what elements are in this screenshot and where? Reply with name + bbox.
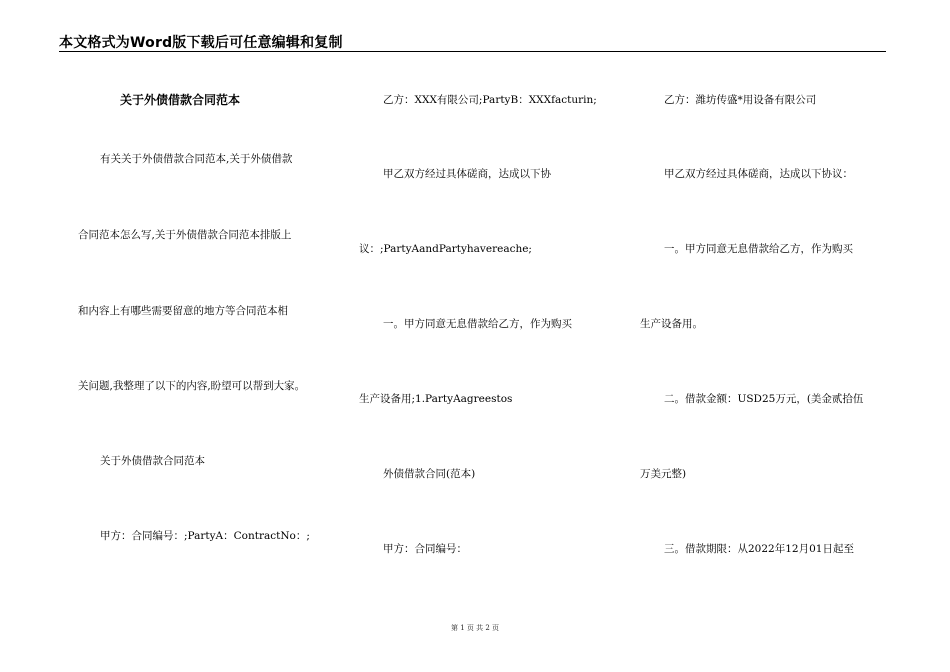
column-2-line: 乙方：XXX有限公司;PartyB：XXXfacturin; xyxy=(383,94,597,106)
column-1-line: 有关关于外债借款合同范本,关于外债借款 xyxy=(100,153,293,165)
column-3-line: 万美元整) xyxy=(640,468,687,480)
column-2-line: 甲方：合同编号： xyxy=(383,543,467,555)
column-2-line: 一。甲方同意无息借款给乙方，作为购买 xyxy=(383,318,572,330)
column-3-line: 一。甲方同意无息借款给乙方，作为购买 xyxy=(664,243,853,255)
column-3-line: 二。借款金额：USD25万元，(美金贰拾伍 xyxy=(664,393,864,405)
column-1-line: 和内容上有哪些需要留意的地方等合同范本相 xyxy=(78,305,288,317)
column-1-line: 关于外债借款合同范本 xyxy=(100,455,205,467)
column-3-line: 甲乙双方经过具体磋商，达成以下协议： xyxy=(664,168,853,180)
column-2-line: 甲乙双方经过具体磋商，达成以下协 xyxy=(383,168,551,180)
column-1-line: 甲方：合同编号：;PartyA：ContractNo：; xyxy=(100,530,310,542)
document-title: 关于外债借款合同范本 xyxy=(120,93,241,107)
column-2-line: 议：;PartyAandPartyhavereache; xyxy=(359,243,532,255)
column-1-line: 合同范本怎么写,关于外债借款合同范本排版上 xyxy=(78,229,292,241)
column-1-line: 关问题,我整理了以下的内容,盼望可以帮到大家。 xyxy=(78,380,306,392)
column-2-line: 外债借款合同(范本) xyxy=(383,468,476,480)
page-number-footer: 第 1 页 共 2 页 xyxy=(450,624,500,632)
column-2-line: 生产设备用;1.PartyAagreestos xyxy=(359,393,513,405)
column-3-line: 生产设备用。 xyxy=(640,318,703,330)
column-3-line: 乙方：潍坊传盛*用设备有限公司 xyxy=(664,94,817,106)
banner-divider xyxy=(59,51,886,52)
column-3-line: 三。借款期限：从2022年12月01日起至 xyxy=(664,543,854,555)
document-banner: 本文格式为Word版下载后可任意编辑和复制 xyxy=(59,35,343,51)
